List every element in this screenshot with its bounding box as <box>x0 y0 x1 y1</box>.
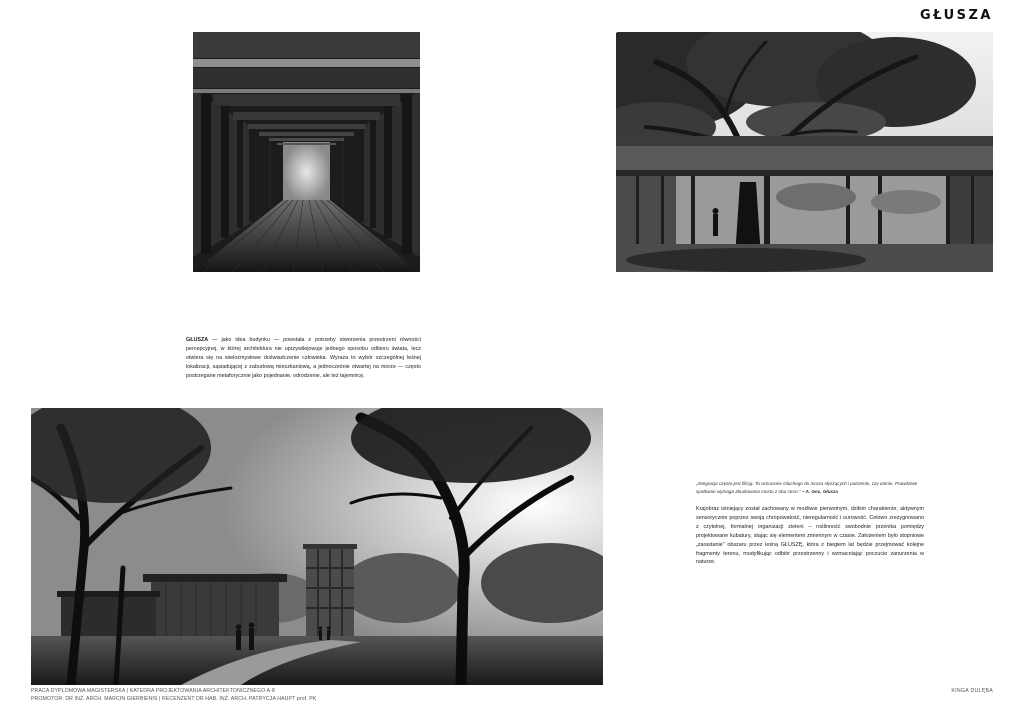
footer-line-2: PROMOTOR: DR INŻ. ARCH. MARCIN GIERBIENIS | RECENZENT DR HAB. INŻ. ARCH. PATRYCJA HAUPT prof. PK <box>31 695 317 702</box>
footer-credits <box>31 688 316 703</box>
quote <box>696 480 924 496</box>
tree-canopy-render <box>616 32 993 272</box>
footer-author: KINGA DULĘBA <box>951 688 993 694</box>
brand-logo: GŁUSZA <box>920 8 993 23</box>
footer-line-1: PRACA DYPLOMOWA MAGISTERSKA | KATEDRA PROJEKTOWANIA ARCHITEKTONICZNEGO A-8 <box>31 688 275 694</box>
landscape-paragraph: Krajobraz istniejący został zachowany w możliwie pierwotnym, dzikim charakterze, aktywnym sensorycznie poprzez swoją chropowatość, nieregularność i surowość. Celowo zrezygnowano z czytelnej, formalnej organizacji zieleni – roślinność swobodnie przenika pomiędzy projektowane kubatury, stając się elementem zmiennym w czasie. Założeniem było stopniowe „zarastanie" obszaru przez leśną GŁUSZĘ, która z biegiem lat będzie przejmować kolejne fragmenty terenu, modyfikując odbiór przestrzenny i wzmacniając poczucie zanurzenia w naturze. <box>696 506 924 566</box>
intro-text: — jako idea budynku — powstała z potrzeby stworzenia przestrzeni równości percepcyjnej, w której architektura nie uprzywilejowuje jednego sposobu odbioru świata, lecz otwiera się na wielozmysłowe doświadczenie człowieka. Wyraża to wybór szczególnej leśnej lokalizacji, sąsiadującej z zabudową mieszkaniową, a jednocześnie otwartej na morze — często postrzegane metaforycznie jako pojednanie, odrodzenie, ale też tajemnicę. <box>186 337 421 379</box>
quote-text: „Integracja często jest fikcją. To wrzucenie Głuchego do morza słyszących i patrzenie, czy utonie. Prawdziwe spotkanie wymaga zbudowania mostu z obu stron." <box>696 481 918 494</box>
intro-paragraph <box>186 336 421 381</box>
forest-tower-render <box>31 408 603 685</box>
intro-keyword: GŁUSZA <box>186 337 209 343</box>
corridor-render <box>193 32 420 272</box>
quote-author: – A. Goc, Głusza <box>801 489 838 494</box>
